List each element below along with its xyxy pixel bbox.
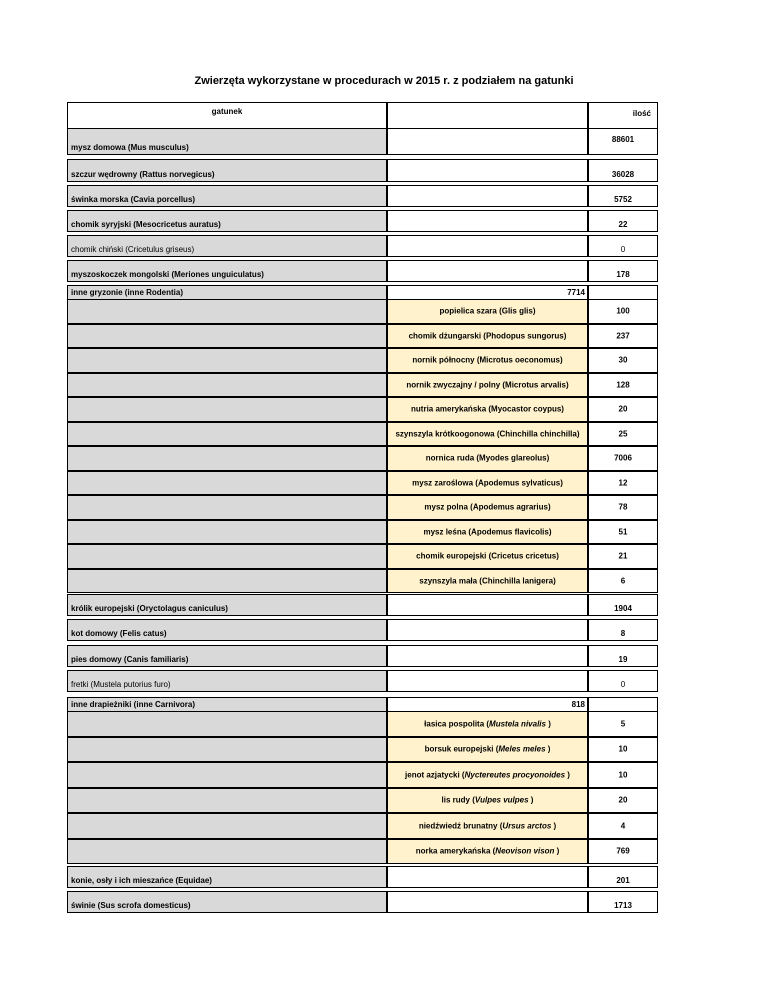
sub-row <box>67 711 658 737</box>
species-name: chomik chiński (Cricetulus griseus) <box>71 245 195 254</box>
species-name: mysz domowa (Mus musculus) <box>71 143 189 152</box>
table-row <box>67 159 658 182</box>
count-value: 6 <box>620 576 626 586</box>
count-cell <box>588 788 658 814</box>
sub-row <box>67 544 658 569</box>
subspecies-name: szynszyla krótkoogonowa (Chinchilla chinchilla) <box>395 429 580 439</box>
species-cell <box>67 185 387 207</box>
count-value: 0 <box>620 245 626 254</box>
count-value: 20 <box>618 795 628 805</box>
count-value: 4 <box>620 821 626 831</box>
count-cell <box>588 397 658 422</box>
empty-cell <box>67 737 387 763</box>
latin-name: Vulpes vulpes <box>474 795 529 805</box>
sub-row <box>67 299 658 324</box>
count-value: 20 <box>618 404 628 414</box>
count-value: 201 <box>616 876 630 885</box>
count-cell <box>588 619 658 641</box>
subspecies-cell <box>387 569 588 594</box>
count-cell <box>588 737 658 763</box>
subspecies-name: mysz leśna (Apodemus flavicolis) <box>423 527 552 537</box>
count-value: 178 <box>616 270 630 279</box>
empty-cell <box>387 891 588 913</box>
sub-row <box>67 520 658 545</box>
empty-cell <box>387 185 588 207</box>
table-row <box>67 210 658 232</box>
species-name: pies domowy (Canis familiaris) <box>71 655 189 664</box>
closing-paren: ) <box>528 795 534 805</box>
species-cell <box>67 645 387 667</box>
group-total: 818 <box>571 700 585 709</box>
empty-cell <box>67 422 387 447</box>
closing-paren: ) <box>565 770 570 780</box>
count-value: 7006 <box>614 453 632 463</box>
count-cell <box>588 891 658 913</box>
empty-cell <box>387 235 588 257</box>
species-cell <box>67 697 387 711</box>
subspecies-name: nornik zwyczajny / polny (Microtus arvalis) <box>406 380 569 390</box>
empty-cell <box>387 260 588 282</box>
sub-row <box>67 569 658 594</box>
latin-name: Ursus arctos <box>502 821 552 831</box>
subspecies-name: chomik europejski (Cricetus cricetus) <box>416 551 559 561</box>
sub-row <box>67 446 658 471</box>
count-value: 0 <box>620 680 626 689</box>
species-cell <box>67 260 387 282</box>
species-cell <box>67 670 387 692</box>
page-title: Zwierzęta wykorzystane w procedurach w 2015 r. z podziałem na gatunki <box>194 75 574 87</box>
empty-cell <box>67 762 387 788</box>
sub-row <box>67 762 658 788</box>
empty-cell <box>67 788 387 814</box>
species-cell <box>67 210 387 232</box>
closing-paren: ) <box>551 821 557 831</box>
count-cell <box>588 520 658 545</box>
species-name: fretki (Mustela putorius furo) <box>71 680 171 689</box>
species-name: konie, osły i ich mieszańce (Equidae) <box>71 876 212 885</box>
count-value: 51 <box>618 527 628 537</box>
sub-row <box>67 397 658 422</box>
empty-cell <box>387 128 588 155</box>
count-value: 10 <box>618 770 628 780</box>
species-name: chomik syryjski (Mesocricetus auratus) <box>71 220 221 229</box>
empty-cell <box>588 285 658 299</box>
sub-row <box>67 813 658 839</box>
subspecies-cell <box>387 397 588 422</box>
count-cell <box>588 348 658 373</box>
header-ilosc-label: ilość <box>632 109 651 118</box>
subspecies-name: mysz zaroślowa (Apodemus sylvaticus) <box>412 478 563 488</box>
count-value: 5 <box>620 719 626 729</box>
count-value: 30 <box>618 355 628 365</box>
subspecies-cell <box>387 711 588 737</box>
count-value: 88601 <box>611 135 635 144</box>
subspecies-cell <box>387 348 588 373</box>
count-cell <box>588 495 658 520</box>
table-row <box>67 128 658 155</box>
count-cell <box>588 762 658 788</box>
subspecies-cell <box>387 762 588 788</box>
latin-name: Neovison vison <box>495 846 555 856</box>
count-value: 21 <box>618 551 628 561</box>
subspecies-name: mysz polna (Apodemus agrarius) <box>424 502 551 512</box>
count-cell <box>588 185 658 207</box>
count-cell <box>588 422 658 447</box>
count-cell <box>588 235 658 257</box>
count-value: 1904 <box>614 604 632 613</box>
subspecies-cell <box>387 520 588 545</box>
empty-cell <box>387 210 588 232</box>
count-value: 10 <box>618 744 628 754</box>
species-name: myszoskoczek mongolski (Meriones unguiculatus) <box>71 270 264 279</box>
sub-row <box>67 373 658 398</box>
count-cell <box>588 128 658 155</box>
subspecies-cell <box>387 813 588 839</box>
table-row <box>67 891 658 913</box>
empty-cell <box>67 348 387 373</box>
count-value: 769 <box>616 846 630 856</box>
sub-row <box>67 495 658 520</box>
empty-cell <box>67 569 387 594</box>
sub-row <box>67 839 658 865</box>
empty-cell <box>67 711 387 737</box>
subspecies-cell <box>387 788 588 814</box>
count-value: 25 <box>618 429 628 439</box>
count-cell <box>588 866 658 888</box>
common-name: norka amerykańska ( <box>415 846 496 856</box>
count-value: 36028 <box>611 170 635 179</box>
species-name: kot domowy (Felis catus) <box>71 629 167 638</box>
table-row <box>67 645 658 667</box>
group-total-cell <box>387 697 588 711</box>
count-value: 19 <box>618 655 628 664</box>
group-name: inne drapieżniki (inne Carnivora) <box>71 700 196 709</box>
empty-cell <box>67 544 387 569</box>
subspecies-cell <box>387 544 588 569</box>
table-row <box>67 594 658 616</box>
table-row <box>67 260 658 282</box>
count-cell <box>588 594 658 616</box>
subspecies-name: szynszyla mała (Chinchilla lanigera) <box>419 576 556 586</box>
subspecies-cell <box>387 324 588 349</box>
group-row-carnivora <box>67 697 658 711</box>
sub-row <box>67 737 658 763</box>
common-name: łasica pospolita ( <box>424 719 490 729</box>
table-row <box>67 235 658 257</box>
group-name: inne gryzonie (inne Rodentia) <box>71 288 184 297</box>
subspecies-name <box>388 719 587 728</box>
count-value: 237 <box>616 331 630 341</box>
species-name: świnka morska (Cavia porcellus) <box>71 195 196 204</box>
table-row <box>67 670 658 692</box>
table-row <box>67 619 658 641</box>
count-cell <box>588 544 658 569</box>
closing-paren: ) <box>545 744 551 754</box>
count-cell <box>588 569 658 594</box>
count-cell <box>588 159 658 182</box>
count-value: 5752 <box>614 195 632 204</box>
count-value: 128 <box>616 380 630 390</box>
count-value: 100 <box>616 306 630 316</box>
subspecies-cell <box>387 299 588 324</box>
species-cell <box>67 235 387 257</box>
latin-name: Mustela nivalis <box>489 719 546 729</box>
empty-cell <box>67 446 387 471</box>
count-cell <box>588 446 658 471</box>
empty-cell <box>67 324 387 349</box>
empty-cell <box>67 471 387 496</box>
empty-cell <box>67 839 387 865</box>
count-cell <box>588 373 658 398</box>
sub-row <box>67 422 658 447</box>
subspecies-name: chomik dżungarski (Phodopus sungorus) <box>408 331 567 341</box>
count-cell <box>588 670 658 692</box>
empty-cell <box>67 520 387 545</box>
subspecies-name <box>388 770 587 779</box>
subspecies-cell <box>387 839 588 865</box>
subspecies-name <box>388 745 587 754</box>
empty-cell <box>387 159 588 182</box>
species-cell <box>67 891 387 913</box>
group-total-cell <box>387 285 588 299</box>
empty-cell <box>387 670 588 692</box>
empty-cell <box>387 594 588 616</box>
count-cell <box>588 299 658 324</box>
count-value: 1713 <box>614 901 632 910</box>
subspecies-name: nornik północny (Microtus oeconomus) <box>412 355 563 365</box>
species-cell <box>67 128 387 155</box>
subspecies-name: nornica ruda (Myodes glareolus) <box>425 453 550 463</box>
species-cell <box>67 866 387 888</box>
species-name: świnie (Sus scrofa domesticus) <box>71 901 191 910</box>
sub-row <box>67 348 658 373</box>
count-cell <box>588 324 658 349</box>
empty-cell <box>67 397 387 422</box>
subspecies-name: popielica szara (Glis glis) <box>439 306 536 316</box>
common-name: borsuk europejski ( <box>424 744 499 754</box>
species-cell <box>67 285 387 299</box>
group-row-rodentia <box>67 285 658 299</box>
subspecies-cell <box>387 471 588 496</box>
sub-row <box>67 324 658 349</box>
count-cell <box>588 471 658 496</box>
species-name: szczur wędrowny (Rattus norvegicus) <box>71 170 215 179</box>
subspecies-cell <box>387 373 588 398</box>
species-name: królik europejski (Oryctolagus caniculus) <box>71 604 228 613</box>
empty-cell <box>387 645 588 667</box>
common-name: lis rudy ( <box>441 795 475 805</box>
count-cell <box>588 260 658 282</box>
subspecies-cell <box>387 737 588 763</box>
species-cell <box>67 594 387 616</box>
count-value: 22 <box>618 220 628 229</box>
latin-name: Meles meles <box>498 744 546 754</box>
count-cell <box>588 839 658 865</box>
sub-row <box>67 471 658 496</box>
empty-cell <box>588 697 658 711</box>
sub-row <box>67 788 658 814</box>
count-value: 8 <box>620 629 626 638</box>
empty-cell <box>67 373 387 398</box>
subspecies-name <box>388 847 587 856</box>
group-total: 7714 <box>567 288 585 297</box>
count-cell <box>588 645 658 667</box>
closing-paren: ) <box>545 719 551 729</box>
common-name: niedźwiedź brunatny ( <box>418 821 503 831</box>
table-row <box>67 866 658 888</box>
empty-cell <box>387 866 588 888</box>
species-cell <box>67 619 387 641</box>
species-cell <box>67 159 387 182</box>
count-cell <box>588 711 658 737</box>
empty-cell <box>387 619 588 641</box>
count-value: 12 <box>618 478 628 488</box>
subspecies-name: nutria amerykańska (Myocastor coypus) <box>411 404 564 414</box>
subspecies-name <box>388 821 587 830</box>
subspecies-name <box>388 796 587 805</box>
latin-name: Nyctereutes procyonoides <box>464 770 566 780</box>
count-cell <box>588 210 658 232</box>
empty-cell <box>67 813 387 839</box>
empty-cell <box>67 495 387 520</box>
subspecies-cell <box>387 495 588 520</box>
common-name: jenot azjatycki ( <box>405 770 465 780</box>
count-value: 78 <box>618 502 628 512</box>
closing-paren: ) <box>554 846 560 856</box>
count-cell <box>588 813 658 839</box>
subspecies-cell <box>387 422 588 447</box>
empty-cell <box>67 299 387 324</box>
header-gatunek-label: gatunek <box>211 107 243 116</box>
subspecies-cell <box>387 446 588 471</box>
table-row <box>67 185 658 207</box>
